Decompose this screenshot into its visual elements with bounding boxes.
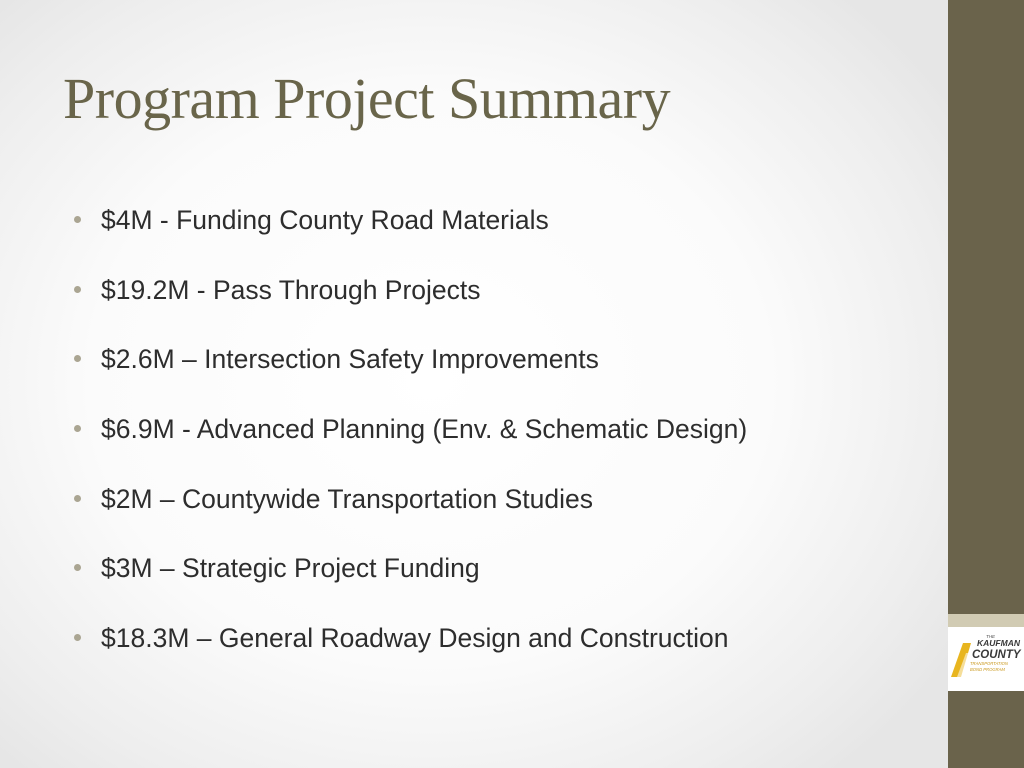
bullet-dot-icon [74, 425, 81, 432]
bullet-dot-icon [74, 564, 81, 571]
bullet-dot-icon [74, 355, 81, 362]
bullet-text: $2M – Countywide Transportation Studies [101, 483, 593, 514]
slide-title: Program Project Summary [63, 66, 671, 131]
bullet-text: $3M – Strategic Project Funding [101, 553, 480, 584]
bullet-dot-icon [74, 286, 81, 293]
bullet-text: $19.2M - Pass Through Projects [101, 274, 481, 305]
logo-text-county: COUNTY [972, 649, 1021, 661]
bullet-text: $4M - Funding County Road Materials [101, 205, 549, 235]
kaufman-county-logo-graphic [948, 627, 1024, 691]
logo-text-transportation: TRANSPORTATION [970, 661, 1008, 666]
logo-text-bond-program: BOND PROGRAM [970, 667, 1005, 672]
bullet-dot-icon [74, 495, 81, 502]
side-accent-stripe [948, 614, 1024, 627]
logo-text-the: THE [986, 634, 995, 639]
bullet-text: $18.3M – General Roadway Design and Construction [101, 623, 729, 654]
bullet-dot-icon [74, 216, 81, 223]
logo-text-kaufman: KAUFMAN [977, 638, 1020, 648]
bullet-dot-icon [74, 634, 81, 641]
kaufman-county-logo [948, 627, 1024, 691]
bullet-text: $2.6M – Intersection Safety Improvements [101, 344, 599, 375]
bullet-text: $6.9M - Advanced Planning (Env. & Schematic Design) [101, 414, 748, 445]
